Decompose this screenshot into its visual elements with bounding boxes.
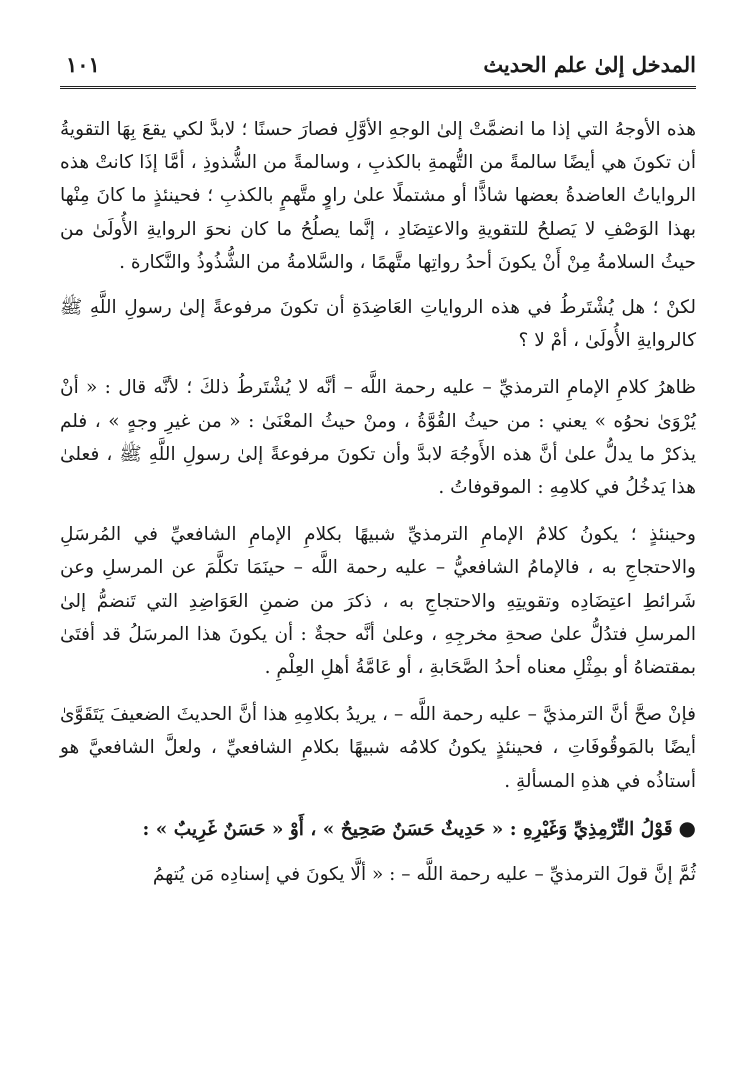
paragraph-final: ثُمَّ إنَّ قولَ الترمذيِّ – عليه رحمة اللَّه – : « ألَّا يكونَ في إسنادِه مَن يُتهمُ <box>152 864 696 886</box>
section-heading-text: قَوْلُ التِّرْمِذِيِّ وَغَيْرِهِ : « حَدِيثٌ حَسَنٌ صَحِيحٌ » ، أَوْ « حَسَنٌ غَرِيبٌ » : <box>142 818 673 840</box>
paragraph-4: وحينئذٍ ؛ يكونُ كلامُ الإمامِ الترمذيِّ شبيهًا بكلامِ الإمامِ الشافعيِّ في المُرسَلِ والاحتجاجِ به ، فالإمامُ الشافعيُّ – عليه رحمة اللَّه – حينَمَا تكلَّمَ عن المرسلِ وعن شَرائطِ اعتِضَادِه وتقويتِهِ والاحتجاجِ به ، ذكرَ من ضمنِ العَوَاضِدِ التي تَنضمُّ إلىٰ المرسلِ فتدُلُّ علىٰ صحةِ مخرجِهِ ، وعلىٰ أنَّه حجةٌ : أن يكونَ هذا المرسَلُ قد أفتَىٰ بمقتضاهُ أو بمِثْلِ معناه أحدُ الصَّحَابةِ ، أو عَامَّةُ أهلِ العِلْمِ . <box>60 524 696 679</box>
book-page <box>60 40 696 1040</box>
paragraph-1: هذه الأوجهُ التي إذا ما انضمَّتْ إلىٰ الوجهِ الأوَّلِ فصارَ حسنًا ؛ لابدَّ لكي يقعَ بِهَا التقويةُ أن تكونَ هي أيضًا سالمةً من التُّهمةِ بالكذبِ ، وسالمةً من الشُّذوذِ ، أمَّا إذَا كانتْ هذه الرواياتُ العاضدةُ بعضها شاذًّا أو مشتملًا علىٰ راوٍ متَّهمٍ بالكذبِ ؛ فحينئذٍ ما كانَ مِنْها بهذا الوَصْفِ لا يَصلحُ للتقويةِ والاعتِضَادِ ، إنَّما يصلُحُ ما كان نحوَ الروايةِ الأُولَىٰ من حيثُ السلامةُ مِنْ أَنْ يكونَ أحدُ رواتِها متَّهمًا ، والسَّلامةُ من الشُّذُوذُ والنَّكارة . <box>60 119 696 273</box>
paragraph-2: لكنْ ؛ هل يُشْتَرطُ في هذه الرواياتِ العَاضِدَةِ أن تكونَ مرفوعةً إلىٰ رسولِ اللَّهِ ﷺ كالروايةِ الأُولَىٰ ، أمْ لا ؟ <box>60 297 696 352</box>
page-number: ١٠١ <box>66 52 100 77</box>
section-heading <box>60 812 696 846</box>
page-body <box>60 89 696 891</box>
bullet-icon: ● <box>678 815 696 840</box>
paragraph-3: ظاهرُ كلامِ الإمامِ الترمذيِّ – عليه رحمة اللَّه – أنَّه لا يُشْتَرطُ ذلكَ ؛ لأنَّه قال : « أنْ يُرْوَىٰ نحوُه » يعني : من حيثُ القُوَّةُ ، ومنْ حيثُ المعْنَىٰ : « من غيرِ وجهٍ » ، فلم يذكرْ ما يدلُّ علىٰ أنَّ هذه الأَوجُهَ لابدَّ وأن تكونَ مرفوعةً إلىٰ رسولِ اللَّهِ ﷺ ، فعلىٰ هذا يَدخُلُ في كلامِهِ : الموقوفاتُ . <box>60 377 696 499</box>
running-head <box>60 40 696 89</box>
paragraph-5: فإنْ صحَّ أنَّ الترمذيَّ – عليه رحمة اللَّه – ، يريدُ بكلامِهِ هذا أنَّ الحديثَ الضعيفَ يَتَقَوَّىٰ أيضًا بالمَوقُوفَاتِ ، فحينئذٍ يكونُ كلامُه شبيهًا بكلامِ الشافعيِّ ، ولعلَّ الشافعيَّ هو أستاذُه في هذهِ المسألةِ . <box>60 704 696 792</box>
running-title: المدخل إلىٰ علم الحديث <box>483 52 696 77</box>
